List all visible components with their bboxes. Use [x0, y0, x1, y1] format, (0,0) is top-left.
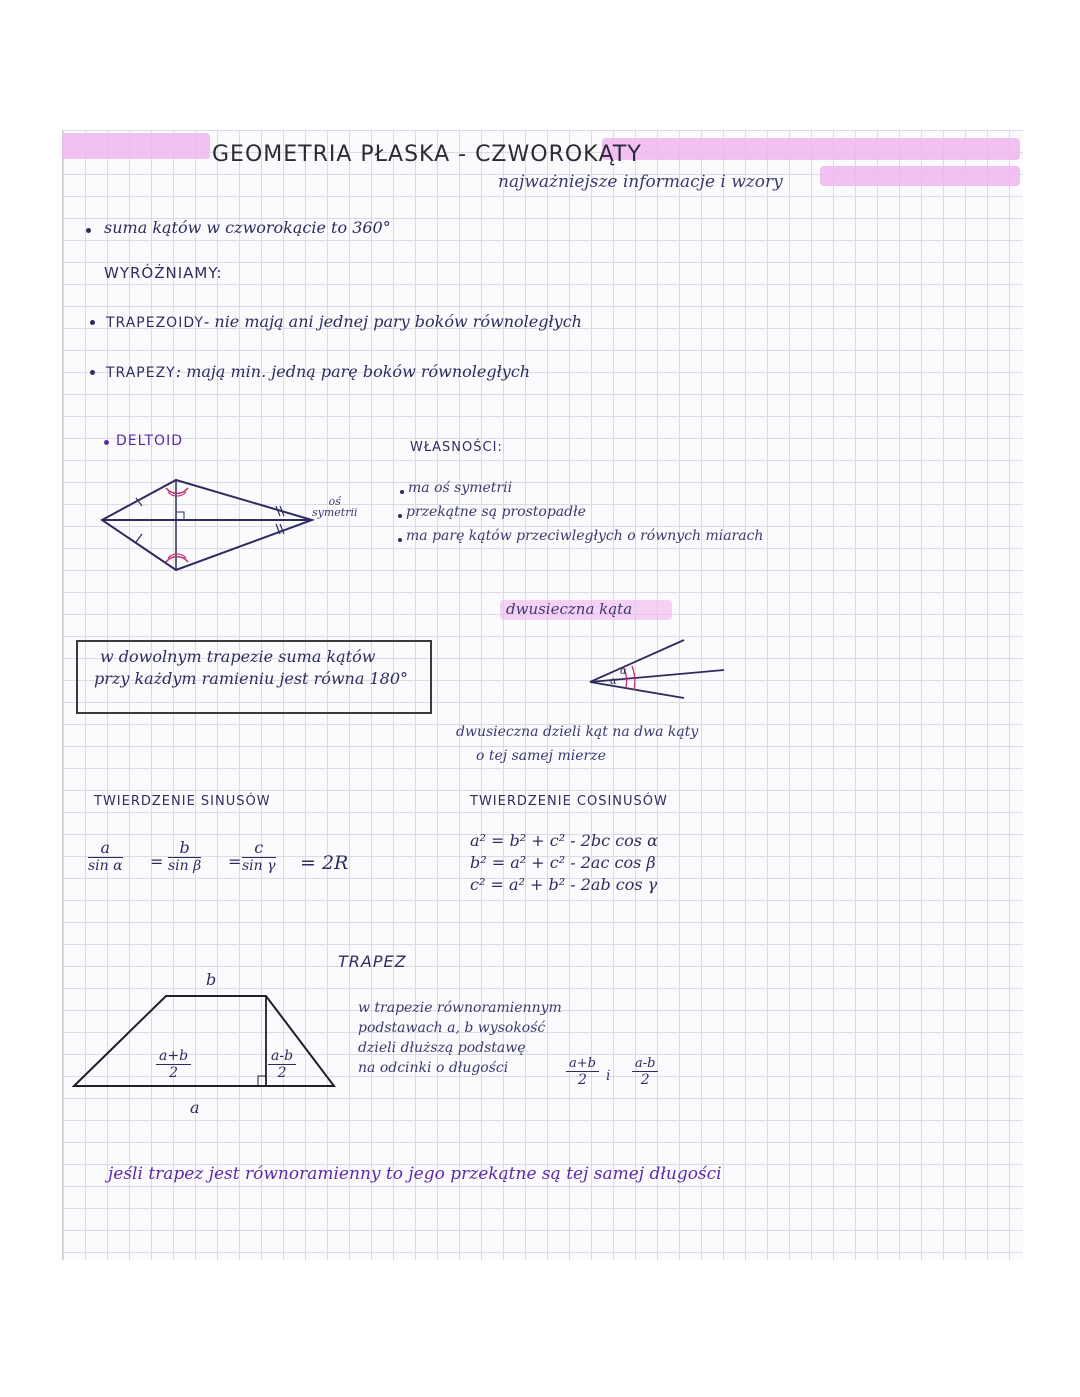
axis-label-line: oś: [328, 495, 341, 508]
cosine-theorem-heading: TWIERDZENIE COSINUSÓW: [470, 794, 668, 809]
fraction-numerator: a+b: [156, 1048, 191, 1065]
property-item: przekątne są prostopadłe: [406, 504, 586, 520]
fraction-denominator: 2: [169, 1065, 178, 1081]
fraction-denominator: 2: [578, 1072, 587, 1088]
fraction-numerator: a-b: [632, 1056, 658, 1072]
fraction-separator: i: [606, 1068, 611, 1084]
sine-fraction-b: [168, 838, 201, 874]
diagonals-note: jeśli trapez jest równoramienny to jego przekątne są tej samej długości: [108, 1164, 722, 1184]
sine-result: = 2R: [300, 852, 349, 874]
cosine-formula-line: b² = a² + c² - 2ac cos β: [470, 853, 656, 872]
bullet: [104, 440, 109, 445]
trapez-left-segment: [156, 1048, 191, 1081]
deltoid-axis-label: [312, 496, 358, 518]
cosine-formula-line: a² = b² + c² - 2bc cos α: [470, 831, 658, 850]
bisector-heading: dwusieczna kąta: [506, 600, 633, 618]
fraction-numerator: a+b: [566, 1056, 599, 1072]
cosine-formulas: [470, 830, 658, 896]
cosine-formula-line: c² = a² + b² - 2ab cos γ: [470, 875, 658, 894]
title-highlight-right: [602, 138, 1020, 160]
bullet: [398, 514, 402, 518]
isosceles-line: podstawach a, b wysokość: [358, 1020, 546, 1036]
bullet: [400, 490, 404, 494]
trapezes-label: TRAPEZY: [106, 365, 176, 381]
angle-sum-note: suma kątów w czworokącie to 360°: [104, 218, 391, 237]
equals-sign: =: [150, 852, 164, 871]
trapez-heading: TRAPEZ: [338, 952, 407, 971]
sine-fraction-c: [242, 838, 276, 874]
trapez-diagram: [70, 990, 350, 1090]
fraction-denominator: sin γ: [242, 858, 276, 874]
sine-fraction-a: [88, 838, 123, 874]
box-line: przy każdym ramieniu jest równa 180°: [94, 669, 409, 688]
deltoid-diagram: [96, 474, 396, 584]
trapezoids-label: TRAPEZOIDY: [106, 315, 204, 331]
box-line: w dowolnym trapezie suma kątów: [100, 647, 376, 666]
fraction-numerator: a: [88, 838, 123, 858]
isosceles-line: na odcinki o długości: [358, 1060, 509, 1076]
fraction-denominator: sin α: [88, 858, 123, 874]
isosceles-note: [358, 998, 562, 1078]
bisector-note-line: dwusieczna dzieli kąt na dwa kąty: [456, 724, 699, 740]
distinguish-heading: WYRÓŻNIAMY:: [104, 264, 223, 282]
trapezes-line: [106, 362, 530, 381]
fraction-denominator: 2: [640, 1072, 650, 1088]
fraction-denominator: sin β: [168, 858, 202, 874]
fraction-numerator: a-b: [268, 1048, 296, 1065]
axis-label-line: symetrii: [312, 506, 358, 519]
sine-theorem-heading: TWIERDZENIE SINUSÓW: [94, 794, 271, 809]
equals-sign: =: [228, 852, 242, 871]
bullet: [90, 370, 95, 375]
svg-text:α: α: [610, 676, 617, 687]
bisector-note: [456, 720, 698, 768]
subtitle-highlight: [820, 166, 1020, 186]
svg-text:α: α: [620, 666, 627, 677]
property-item: ma parę kątów przeciwległych o równych miarach: [406, 528, 764, 544]
trapez-bottom-label: a: [190, 1098, 200, 1117]
fraction-numerator: b: [168, 838, 201, 858]
page-title: GEOMETRIA PŁASKA - CZWOROKĄTY: [212, 142, 642, 167]
isosceles-fraction-sum: [566, 1056, 599, 1088]
bullet: [86, 228, 91, 233]
bullet: [398, 538, 402, 542]
title-highlight: [62, 133, 210, 159]
trapez-top-label: b: [206, 970, 217, 989]
bisector-note-line: o tej samej mierze: [476, 748, 606, 764]
trapezoids-text: - nie mają ani jednej pary boków równoległych: [203, 312, 582, 331]
deltoid-label: DELTOID: [116, 433, 183, 449]
isosceles-line: w trapezie równoramiennym: [358, 1000, 562, 1016]
trapezes-text: : mają min. jedną parę boków równoległych: [175, 362, 531, 381]
fraction-numerator: c: [242, 838, 276, 858]
properties-heading: WŁASNOŚCI:: [410, 440, 503, 455]
isosceles-fraction-diff: [632, 1056, 658, 1088]
property-item: ma oś symetrii: [408, 480, 513, 496]
bullet: [90, 320, 95, 325]
page-subtitle: najważniejsze informacje i wzory: [498, 172, 783, 192]
trapez-right-segment: [268, 1048, 296, 1081]
trapezoids-line: [106, 312, 582, 331]
isosceles-line: dzieli dłuższą podstawę: [358, 1040, 526, 1056]
trapezoid-angle-note: [94, 646, 409, 690]
fraction-denominator: 2: [277, 1065, 287, 1081]
bisector-diagram: [584, 636, 734, 702]
